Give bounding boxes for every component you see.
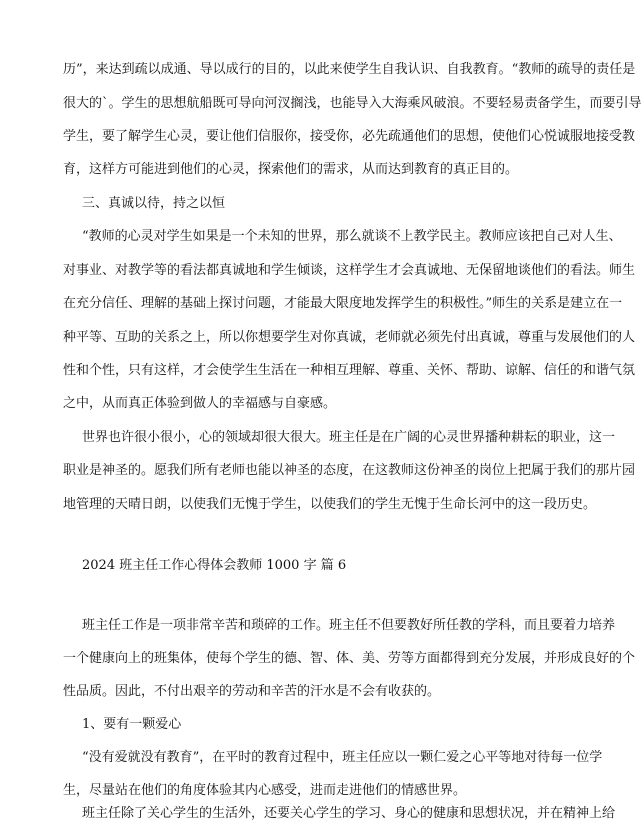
paragraph-line: 世界也许很小很小，心的领域却很大很大。班主任是在广阔的心灵世界播种耕耘的职业，这一 bbox=[82, 430, 616, 445]
paragraph-line: 育，这样方可能进到他们的心灵，探索他们的需求，从而达到教育的真正目的。 bbox=[63, 162, 519, 177]
paragraph-line: 种平等、互助的关系之上，所以你想要学生对你真诚，老师就必须先付出真诚，尊重与发展他们的人 bbox=[63, 330, 636, 345]
paragraph-line: “没有爱就没有教育”，在平时的教育过程中，班主任应以一颗仁爱之心平等地对待每一位学 bbox=[82, 750, 603, 765]
paragraph-line: 在充分信任、理解的基础上探讨问题，才能最大限度地发挥学生的积极性。”师生的关系是建立在一 bbox=[63, 296, 623, 311]
paragraph-line: 生，尽量站在他们的角度体验其内心感受，进而走进他们的情感世界。 bbox=[63, 783, 467, 798]
section-heading: 三、真诚以待，持之以恒 bbox=[82, 196, 226, 211]
section-heading: 1、要有一颗爱心 bbox=[82, 717, 182, 732]
paragraph-line: 职业是神圣的。愿我们所有老师也能以神圣的态度，在这教师这份神圣的岗位上把属于我们的那片园 bbox=[63, 463, 636, 478]
paragraph-line: 地管理的天晴日朗，以使我们无愧于学生，以使我们的学生无愧于生命长河中的这一段历史。 bbox=[63, 497, 597, 512]
paragraph-line: 历”，来达到疏以成通、导以成行的目的，以此来使学生自我认识、自我教育。“教师的疏导的责任是 bbox=[63, 62, 636, 77]
paragraph-line: 学生，要了解学生心灵，要让他们信服你，接受你，必先疏通他们的思想，使他们心悦诚服地接受教 bbox=[63, 129, 636, 144]
paragraph-line: 一个健康向上的班集体，使每个学生的德、智、体、美、劳等方面都得到充分发展，并形成良好的个 bbox=[63, 651, 636, 666]
paragraph-line: 性品质。因此，不付出艰辛的劳动和辛苦的汗水是不会有收获的。 bbox=[63, 684, 441, 699]
article-title: 2024 班主任工作心得体会教师 1000 字 篇 6 bbox=[82, 558, 347, 573]
paragraph-line: 班主任工作是一项非常辛苦和琐碎的工作。班主任不但要教好所任教的学科，而且要着力培养 bbox=[82, 618, 616, 633]
paragraph-line: 性和个性，只有这样，才会使学生生活在一种相互理解、尊重、关怀、帮助、谅解、信任的和谐气氛 bbox=[63, 363, 636, 378]
paragraph-line: 之中，从而真正体验到做人的幸福感与自豪感。 bbox=[63, 396, 337, 411]
paragraph-line: 班主任除了关心学生的生活外，还要关心学生的学习、身心的健康和思想状况，并在精神上给 bbox=[82, 806, 616, 821]
paragraph-line: 很大的`。学生的思想航船既可导向河汊搁浅，也能导入大海乘风破浪。不要轻易责备学生，而要引导 bbox=[63, 96, 642, 111]
paragraph-line: 对事业、对教学等的看法都真诚地和学生倾谈，这样学生才会真诚地、无保留地谈他们的看法。师生 bbox=[63, 263, 636, 278]
paragraph-line: “教师的心灵对学生如果是一个未知的世界，那么就谈不上教学民主。教师应该把自己对人生、 bbox=[82, 229, 622, 244]
